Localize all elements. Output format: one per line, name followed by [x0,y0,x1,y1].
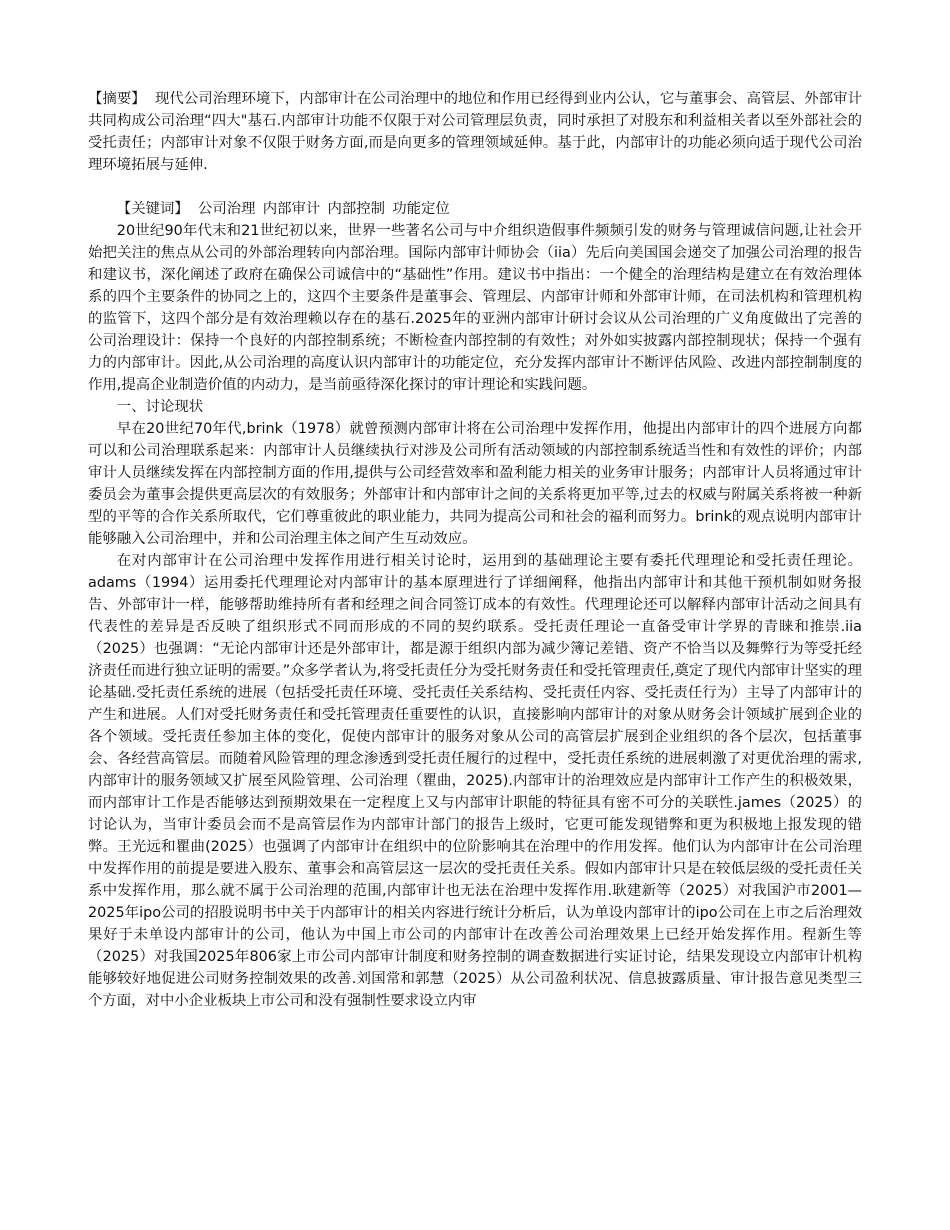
keywords-label: 【关键词】 [116,201,189,217]
keyword: 内部控制 [327,201,386,217]
section-heading: 一、讨论现状 [116,399,204,415]
spacer [88,176,862,198]
body-paragraph-1: 早在20世纪70年代,brink（1978）就曾预测内部审计将在公司治理中发挥作用，他提出内部审计的四个进展方向都可以和公司治理联系起来：内部审计人员继续执行对涉及公司所有活动领域的内部控制系统适当性和有效性的评价；内部审计人员继续发挥在内部控制方面的作用,提供与公司经营效率和盈利能力相关的业务审计服务；内部审计人员将通过审计委员会为董事会提供更高层次的有效服务；外部审计和内部审计之间的关系将更加平等,过去的权威与附属关系将被一种新型的平等的合作关系所取代，它们尊重彼此的职业能力，共同为提高公司和社会的福利而努力。brink的观点说明内部审计能够融入公司治理中，并和公司治理主体之间产生互动效应。 [88,421,862,547]
keyword: 公司治理 [197,201,256,217]
keyword: 内部审计 [262,201,321,217]
abstract-paragraph [88,88,862,176]
keywords-line [88,198,862,220]
intro-paragraph: 20世纪90年代末和21世纪初以来，世界一些著名公司与中介组织造假事件频频引发的财务与管理诚信问题,让社会开始把关注的焦点从公司的外部治理转向内部治理。国际内部审计师协会（iia）先后向美国国会递交了加强公司治理的报告和建议书，深化阐述了政府在确保公司诚信中的“基础性”作用。建议书中指出：一个健全的治理结构是建立在有效治理体系的四个主要条件的协同之上的，这四个主要条件是董事会、管理层、内部审计师和外部审计师，在司法机构和管理机构的监管下，这四个部分是有效治理赖以存在的基石.2025年的亚洲内部审计研讨会议从公司治理的广义角度做出了完善的公司治理设计：保持一个良好的内部控制系统；不断检查内部控制的有效性；对外如实披露内部控制现状；保持一个强有力的内部审计。因此,从公司治理的高度认识内部审计的功能定位，充分发挥内部审计不断评估风险、改进内部控制制度的作用,提高企业制造价值的内动力，是当前亟待深化探讨的审计理论和实践问题。 [88,223,862,393]
abstract-text: 现代公司治理环境下，内部审计在公司治理中的地位和作用已经得到业内公认，它与董事会、高管层、外部审计共同构成公司治理“四大"基石.内部审计功能不仅限于对公司管理层负责，同时承担了对股东和利益相关者以至外部社会的受托责任；内部审计对象不仅限于财务方面,而是向更多的管理领域延伸。基于此，内部审计的功能必须向适于现代公司治理环境拓展与延伸. [88,91,862,173]
body-paragraph-2: 在对内部审计在公司治理中发挥作用进行相关讨论时，运用到的基础理论主要有委托代理理论和受托责任理论。adams（1994）运用委托代理理论对内部审计的基本原理进行了详细阐释，他指出内部审计和其他干预机制如财务报告、外部审计一样，能够帮助维持所有者和经理之间合同签订成本的有效性。代理理论还可以解释内部审计活动之间具有代表性的差异是否反映了组织形式不同而形成的不同的契约联系。受托责任理论一直备受审计学界的青睐和推崇.iia（2025）也强调：“无论内部审计还是外部审计，都是源于组织内部为减少簿记差错、资产不恰当以及舞弊行为等受托经济责任而进行独立证明的需要。”众多学者认为,将受托责任分为受托财务责任和受托管理责任,奠定了现代内部审计坚实的理论基础.受托责任系统的进展（包括受托责任环境、受托责任关系结构、受托责任内容、受托责任行为）主导了内部审计的产生和进展。人们对受托财务责任和受托管理责任重要性的认识，直接影响内部审计的对象从财务会计领域扩展到企业的各个领域。受托责任参加主体的变化，促使内部审计的服务对象从公司的高管层扩展到企业组织的各个层次，包括董事会、各经营高管层。而随着风险管理的理念渗透到受托责任履行的过程中，受托责任系统的进展刺激了对更优治理的需求,内部审计的服务领域又扩展至风险管理、公司治理（瞿曲，2025).内部审计的治理效应是内部审计工作产生的积极效果，而内部审计工作是否能够达到预期效果在一定程度上又与内部审计职能的特征具有密不可分的关联性.james（2025）的讨论认为，当审计委员会而不是高管层作为内部审计部门的报告上级时，它更可能发现错弊和更为积极地上报发现的错弊。王光远和瞿曲(2025）也强调了内部审计在组织中的位阶影响其在治理中的作用发挥。他们认为内部审计在公司治理中发挥作用的前提是要进入股东、董事会和高管层这一层次的受托责任关系。假如内部审计只是在较低层级的受托责任关系中发挥作用，那么就不属于公司治理的范围,内部审计也无法在治理中发挥作用.耿建新等（2025）对我国沪市2001—2025年ipo公司的招股说明书中关于内部审计的相关内容进行统计分析后，认为单设内部审计的ipo公司在上市之后治理效果好于未单设内部审计的公司，他认为中国上市公司的内部审计在改善公司治理效果上已经开始发挥作用。程新生等（2025）对我国2025年806家上市公司内部审计制度和财务控制的调查数据进行实证讨论，结果发现设立内部审计机构能够较好地促进公司财务控制效果的改善.刘国常和郭慧（2025）从公司盈利状况、信息披露质量、审计报告意见类型三个方面，对中小企业板块上市公司和没有强制性要求设立内审 [88,553,862,1009]
abstract-label: 【摘要】 [88,91,146,107]
keyword: 功能定位 [392,201,450,217]
document-page [88,88,862,1012]
